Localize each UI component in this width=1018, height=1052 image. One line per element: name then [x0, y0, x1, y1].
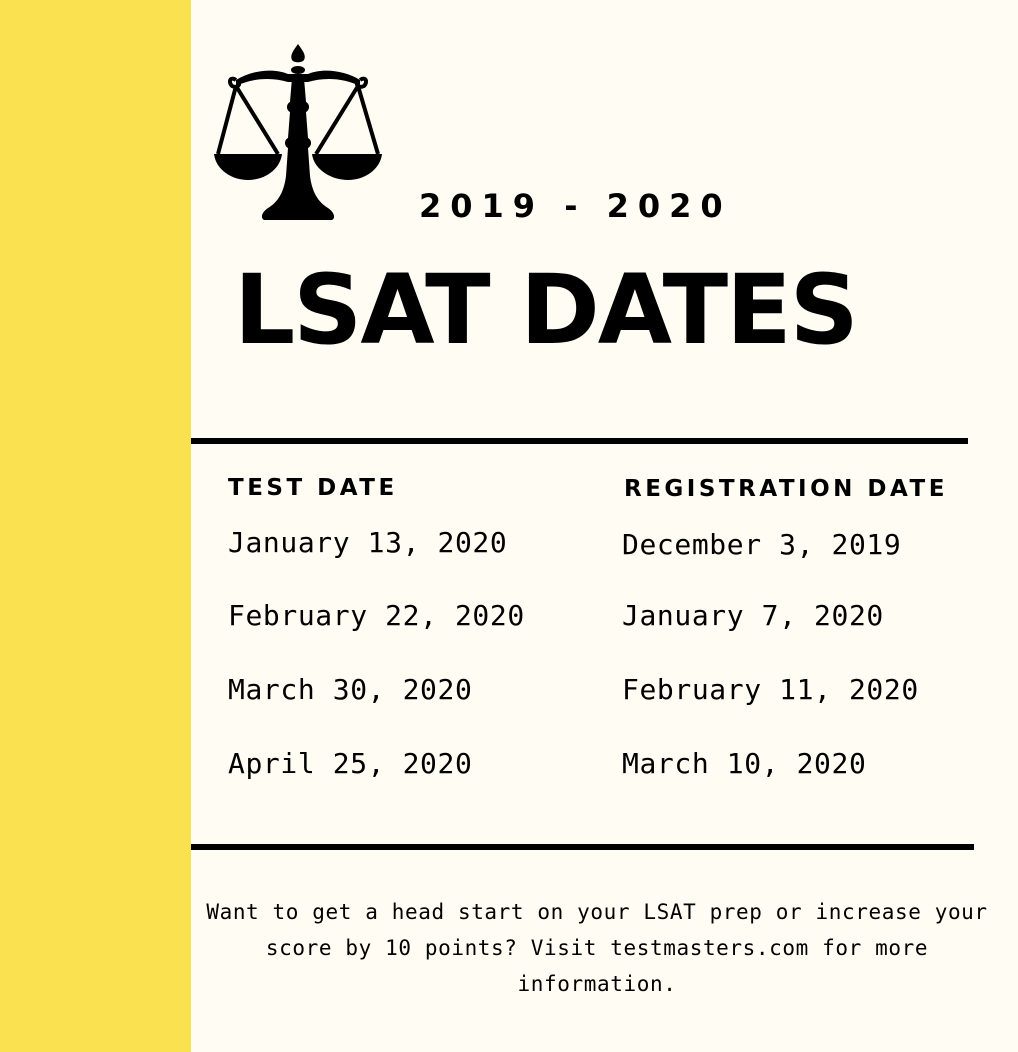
bottom-divider [191, 844, 974, 850]
page-title: LSAT DATES [234, 254, 857, 366]
test-date-2: February 22, 2020 [228, 599, 525, 632]
footer-note: Want to get a head start on your LSAT prep or increase your score by 10 points? Visit testmasters.com for more information. [206, 900, 988, 996]
scales-of-justice-icon [212, 42, 384, 224]
test-date-3: March 30, 2020 [228, 673, 473, 706]
registration-date-header: REGISTRATION DATE [624, 476, 948, 502]
year-range: 2019 - 2020 [419, 187, 732, 225]
test-date-1: January 13, 2020 [228, 526, 508, 559]
registration-date-1: December 3, 2019 [622, 528, 902, 561]
yellow-side-bar [0, 0, 191, 1052]
registration-date-2: January 7, 2020 [622, 599, 884, 632]
test-date-header: TEST DATE [228, 475, 398, 501]
registration-date-3: February 11, 2020 [622, 673, 919, 706]
registration-date-4: March 10, 2020 [622, 747, 867, 780]
test-date-4: April 25, 2020 [228, 747, 473, 780]
top-divider [191, 438, 968, 444]
